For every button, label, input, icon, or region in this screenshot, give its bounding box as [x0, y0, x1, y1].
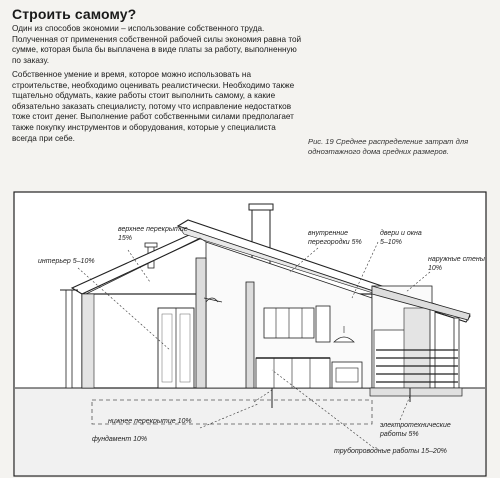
page-title: Строить самому? — [12, 6, 137, 22]
chimney-cap — [249, 204, 273, 210]
vent-cap — [145, 243, 157, 247]
figure-caption: Рис. 19 Среднее распределение затрат для одноэтажного дома средних размеров. — [308, 137, 469, 156]
label-plumbing: трубопроводные работы 15–20% — [334, 448, 447, 455]
partition-wall-1 — [196, 258, 206, 388]
stove — [332, 362, 362, 388]
drain-pipe — [66, 290, 72, 388]
label-doors-windows: двери и окна 5–10% — [380, 230, 422, 246]
paragraph-2: Собственное умение и время, которое можно использовать на строительстве, необходимо оценивать реалистически. Необходимо также тщательно обдумать, какие работы стоит выполнить самому, а какие обязательно заказать специалисту, потому что исправление недостатков тоже стоит денег. Выполнение работ собственными силами предполагает также покупку инструментов и оборудования, которые у специалиста всегда при себе. — [12, 70, 295, 143]
label-foundation: фундамент 10% — [92, 436, 148, 443]
label-outer-walls: наружные стены 10% — [428, 256, 485, 272]
paragraph-1: Один из способов экономии – использование собственного труда. Полученная от применения собственной рабочей силы экономия равна той сумме, которая была бы выплачена в виде платы за работу, выполненную по заказу. — [12, 24, 302, 65]
house-cost-illustration — [0, 190, 500, 478]
label-electrical: электротехнические работы 5% — [380, 422, 451, 438]
label-upper-floor: верхнее перекрытие 15% — [118, 226, 188, 242]
label-lower-floor: нижнее перекрытие 10% — [108, 418, 192, 425]
label-interior: интерьер 5–10% — [38, 258, 95, 265]
kitchen-lower-cabinets — [256, 358, 330, 388]
partition-wall-2 — [246, 282, 254, 388]
label-partitions: внутренние перегородки 5% — [308, 230, 362, 246]
